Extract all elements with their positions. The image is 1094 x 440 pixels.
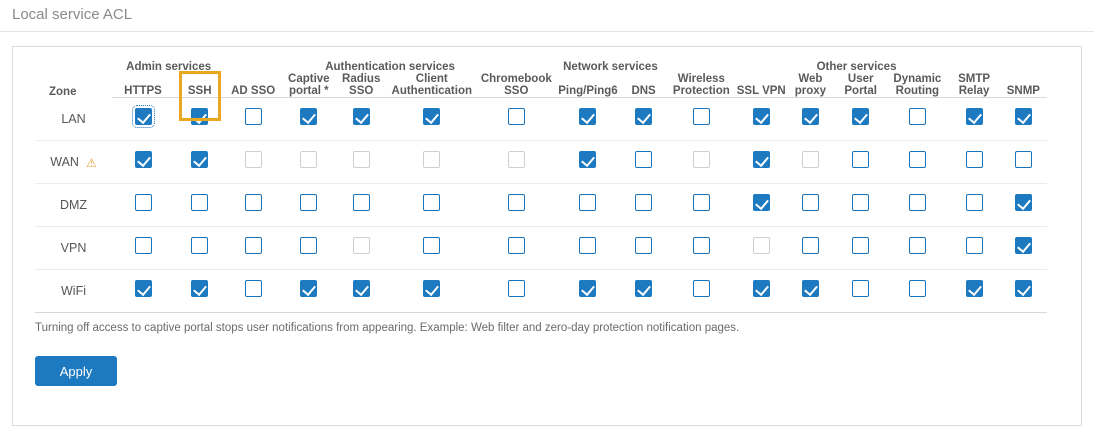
acl-cell-wan-wireless-protection xyxy=(666,141,737,184)
checkbox-wan-https[interactable] xyxy=(135,151,152,168)
checkbox-dmz-chromebook-sso[interactable] xyxy=(508,194,525,211)
checkbox-dmz-client-authentication[interactable] xyxy=(423,194,440,211)
checkbox-wifi-radius-sso[interactable] xyxy=(353,280,370,297)
zone-label: LAN xyxy=(61,111,86,126)
zone-label: DMZ xyxy=(59,198,88,212)
acl-cell-lan-wireless-protection xyxy=(666,98,737,141)
checkbox-wifi-chromebook-sso[interactable] xyxy=(508,280,525,297)
acl-cell-wifi-ad-sso xyxy=(225,270,281,313)
checkbox-vpn-smtp-relay[interactable] xyxy=(966,237,983,254)
acl-cell-lan-ad-sso xyxy=(225,98,281,141)
acl-cell-dmz-snmp xyxy=(1000,184,1047,227)
column-header-dynamic-routing: Dynamic Routing xyxy=(886,73,948,98)
checkbox-wifi-client-authentication[interactable] xyxy=(423,280,440,297)
acl-cell-vpn-wireless-protection xyxy=(666,227,737,270)
checkbox-dmz-ssh[interactable] xyxy=(191,194,208,211)
acl-cell-vpn-ssl-vpn xyxy=(737,227,786,270)
column-header-wireless-protection: Wireless Protection xyxy=(666,73,737,98)
checkbox-wan-dynamic-routing[interactable] xyxy=(909,151,926,168)
zone-cell xyxy=(35,227,112,270)
service-group-header: Other services xyxy=(816,61,897,73)
acl-cell-vpn-chromebook-sso xyxy=(478,227,555,270)
checkbox-lan-client-authentication[interactable] xyxy=(423,108,440,125)
acl-cell-wifi-user-portal xyxy=(835,270,886,313)
checkbox-wifi-snmp[interactable] xyxy=(1015,280,1032,297)
acl-cell-wifi-ssh xyxy=(174,270,225,313)
checkbox-vpn-snmp[interactable] xyxy=(1015,237,1032,254)
column-header-captive-portal: Captive portal * xyxy=(281,73,337,98)
checkbox-vpn-ping-ping6[interactable] xyxy=(579,237,596,254)
acl-cell-vpn-smtp-relay xyxy=(948,227,999,270)
acl-cell-lan-snmp xyxy=(1000,98,1047,141)
column-header-smtp-relay: SMTP Relay xyxy=(948,73,999,98)
checkbox-wifi-ssh[interactable] xyxy=(191,280,208,297)
column-header-client-authentication: Client Authentication xyxy=(386,73,478,98)
checkbox-wan-client-authentication xyxy=(423,151,440,168)
acl-cell-wan-chromebook-sso xyxy=(478,141,555,184)
checkbox-lan-snmp[interactable] xyxy=(1015,108,1032,125)
checkbox-vpn-chromebook-sso[interactable] xyxy=(508,237,525,254)
acl-cell-wifi-snmp xyxy=(1000,270,1047,313)
acl-cell-dmz-ssl-vpn xyxy=(737,184,786,227)
acl-cell-dmz-captive-portal xyxy=(281,184,337,227)
acl-cell-lan-ping-ping6 xyxy=(555,98,621,141)
acl-cell-dmz-radius-sso xyxy=(337,184,386,227)
acl-cell-wifi-smtp-relay xyxy=(948,270,999,313)
acl-cell-wan-dynamic-routing xyxy=(886,141,948,184)
column-header-https: HTTPS xyxy=(112,73,174,98)
acl-cell-lan-ssh xyxy=(174,98,225,141)
acl-cell-vpn-dns xyxy=(621,227,666,270)
checkbox-wan-snmp[interactable] xyxy=(1015,151,1032,168)
acl-cell-wifi-dynamic-routing xyxy=(886,270,948,313)
column-header-dns: DNS xyxy=(621,73,666,98)
acl-cell-lan-dns xyxy=(621,98,666,141)
checkbox-dmz-snmp[interactable] xyxy=(1015,194,1032,211)
table-row xyxy=(35,184,1047,227)
warning-icon: ⚠ xyxy=(85,155,97,170)
acl-cell-dmz-client-authentication xyxy=(386,184,478,227)
acl-cell-vpn-client-authentication xyxy=(386,227,478,270)
acl-cell-wifi-wireless-protection xyxy=(666,270,737,313)
apply-button[interactable]: Apply xyxy=(35,356,117,386)
checkbox-vpn-web-proxy[interactable] xyxy=(802,237,819,254)
acl-cell-vpn-ad-sso xyxy=(225,227,281,270)
acl-cell-lan-web-proxy xyxy=(786,98,835,141)
acl-cell-lan-ssl-vpn xyxy=(737,98,786,141)
acl-cell-wan-ssh xyxy=(174,141,225,184)
acl-cell-dmz-wireless-protection xyxy=(666,184,737,227)
acl-cell-dmz-https xyxy=(112,184,174,227)
column-header-ad-sso: AD SSO xyxy=(225,73,281,98)
checkbox-wifi-ad-sso[interactable] xyxy=(245,280,262,297)
checkbox-dmz-smtp-relay[interactable] xyxy=(966,194,983,211)
checkbox-wan-smtp-relay[interactable] xyxy=(966,151,983,168)
table-row xyxy=(35,227,1047,270)
checkbox-wan-ad-sso xyxy=(245,151,262,168)
page-title: Local service ACL xyxy=(0,0,1094,32)
checkbox-lan-dynamic-routing[interactable] xyxy=(909,108,926,125)
checkbox-dmz-web-proxy[interactable] xyxy=(802,194,819,211)
checkbox-lan-ssl-vpn[interactable] xyxy=(753,108,770,125)
local-service-acl-panel xyxy=(12,46,1082,426)
checkbox-dmz-radius-sso[interactable] xyxy=(353,194,370,211)
acl-cell-wifi-captive-portal xyxy=(281,270,337,313)
acl-cell-vpn-ssh xyxy=(174,227,225,270)
acl-cell-lan-chromebook-sso xyxy=(478,98,555,141)
checkbox-vpn-dns[interactable] xyxy=(635,237,652,254)
checkbox-dmz-wireless-protection[interactable] xyxy=(693,194,710,211)
checkbox-wan-ssh[interactable] xyxy=(191,151,208,168)
acl-cell-wan-client-authentication xyxy=(386,141,478,184)
acl-cell-dmz-ping-ping6 xyxy=(555,184,621,227)
column-header-radius-sso: Radius SSO xyxy=(337,73,386,98)
checkbox-vpn-captive-portal[interactable] xyxy=(300,237,317,254)
acl-cell-wifi-ssl-vpn xyxy=(737,270,786,313)
acl-cell-wan-smtp-relay xyxy=(948,141,999,184)
checkbox-dmz-dynamic-routing[interactable] xyxy=(909,194,926,211)
service-group-header: Network services xyxy=(563,61,658,73)
checkbox-wan-chromebook-sso xyxy=(508,151,525,168)
zone-label: WAN xyxy=(50,154,79,169)
checkbox-wan-dns[interactable] xyxy=(635,151,652,168)
checkbox-lan-https[interactable] xyxy=(135,108,152,125)
checkbox-lan-ssh[interactable] xyxy=(191,108,208,125)
acl-cell-lan-radius-sso xyxy=(337,98,386,141)
table-row xyxy=(35,98,1047,141)
acl-cell-wan-ssl-vpn xyxy=(737,141,786,184)
acl-cell-vpn-snmp xyxy=(1000,227,1047,270)
checkbox-wan-ssl-vpn[interactable] xyxy=(753,151,770,168)
checkbox-lan-smtp-relay[interactable] xyxy=(966,108,983,125)
acl-cell-wifi-client-authentication xyxy=(386,270,478,313)
checkbox-dmz-ssl-vpn[interactable] xyxy=(753,194,770,211)
acl-cell-vpn-https xyxy=(112,227,174,270)
checkbox-vpn-ad-sso[interactable] xyxy=(245,237,262,254)
column-header-web-proxy: Web proxy xyxy=(786,73,835,98)
zone-cell xyxy=(35,270,112,313)
acl-cell-dmz-user-portal xyxy=(835,184,886,227)
column-header-zone: Zone xyxy=(49,85,77,98)
acl-cell-wan-dns xyxy=(621,141,666,184)
checkbox-dmz-https[interactable] xyxy=(135,194,152,211)
acl-cell-vpn-user-portal xyxy=(835,227,886,270)
checkbox-wifi-https[interactable] xyxy=(135,280,152,297)
acl-cell-lan-smtp-relay xyxy=(948,98,999,141)
acl-cell-lan-https xyxy=(112,98,174,141)
column-header-chromebook-sso: Chromebook SSO xyxy=(478,73,555,98)
acl-cell-dmz-smtp-relay xyxy=(948,184,999,227)
acl-cell-wan-https xyxy=(112,141,174,184)
column-header-user-portal: User Portal xyxy=(835,73,886,98)
checkbox-dmz-dns[interactable] xyxy=(635,194,652,211)
acl-cell-vpn-captive-portal xyxy=(281,227,337,270)
acl-cell-dmz-chromebook-sso xyxy=(478,184,555,227)
checkbox-dmz-ping-ping6[interactable] xyxy=(579,194,596,211)
acl-cell-lan-client-authentication xyxy=(386,98,478,141)
column-header-ssl-vpn: SSL VPN xyxy=(737,73,786,98)
acl-cell-wan-ping-ping6 xyxy=(555,141,621,184)
checkbox-dmz-ad-sso[interactable] xyxy=(245,194,262,211)
checkbox-wan-captive-portal xyxy=(300,151,317,168)
checkbox-dmz-user-portal[interactable] xyxy=(852,194,869,211)
acl-cell-wifi-radius-sso xyxy=(337,270,386,313)
checkbox-wan-radius-sso xyxy=(353,151,370,168)
table-row xyxy=(35,270,1047,313)
acl-cell-dmz-dynamic-routing xyxy=(886,184,948,227)
checkbox-wifi-captive-portal[interactable] xyxy=(300,280,317,297)
acl-cell-dmz-ssh xyxy=(174,184,225,227)
acl-cell-wifi-ping-ping6 xyxy=(555,270,621,313)
acl-table-container xyxy=(13,47,1081,313)
acl-table xyxy=(35,61,1047,313)
service-group-header: Admin services xyxy=(126,61,212,73)
acl-cell-wan-captive-portal xyxy=(281,141,337,184)
checkbox-lan-user-portal[interactable] xyxy=(852,108,869,125)
checkbox-wan-web-proxy xyxy=(802,151,819,168)
acl-cell-wifi-chromebook-sso xyxy=(478,270,555,313)
checkbox-wifi-dns[interactable] xyxy=(635,280,652,297)
checkbox-wifi-smtp-relay[interactable] xyxy=(966,280,983,297)
acl-cell-dmz-web-proxy xyxy=(786,184,835,227)
checkbox-lan-wireless-protection[interactable] xyxy=(693,108,710,125)
checkbox-lan-captive-portal[interactable] xyxy=(300,108,317,125)
acl-cell-lan-user-portal xyxy=(835,98,886,141)
acl-cell-wifi-https xyxy=(112,270,174,313)
checkbox-wifi-user-portal[interactable] xyxy=(852,280,869,297)
checkbox-wan-ping-ping6[interactable] xyxy=(579,151,596,168)
checkbox-vpn-ssl-vpn xyxy=(753,237,770,254)
checkbox-lan-radius-sso[interactable] xyxy=(353,108,370,125)
checkbox-lan-dns[interactable] xyxy=(635,108,652,125)
checkbox-vpn-https[interactable] xyxy=(135,237,152,254)
zone-cell xyxy=(35,184,112,227)
checkbox-lan-ping-ping6[interactable] xyxy=(579,108,596,125)
acl-cell-vpn-dynamic-routing xyxy=(886,227,948,270)
service-group-header: Authentication services xyxy=(325,61,455,73)
checkbox-vpn-dynamic-routing[interactable] xyxy=(909,237,926,254)
checkbox-wifi-ping-ping6[interactable] xyxy=(579,280,596,297)
zone-label: WiFi xyxy=(61,284,86,298)
checkbox-wifi-web-proxy[interactable] xyxy=(802,280,819,297)
checkbox-wan-wireless-protection xyxy=(693,151,710,168)
acl-cell-wan-snmp xyxy=(1000,141,1047,184)
acl-cell-wan-user-portal xyxy=(835,141,886,184)
checkbox-vpn-radius-sso xyxy=(353,237,370,254)
checkbox-wifi-ssl-vpn[interactable] xyxy=(753,280,770,297)
acl-cell-dmz-ad-sso xyxy=(225,184,281,227)
checkbox-lan-web-proxy[interactable] xyxy=(802,108,819,125)
acl-table-head xyxy=(35,61,1047,98)
acl-cell-lan-captive-portal xyxy=(281,98,337,141)
acl-cell-wan-radius-sso xyxy=(337,141,386,184)
checkbox-vpn-ssh[interactable] xyxy=(191,237,208,254)
captive-portal-note: Turning off access to captive portal stops user notifications from appearing. Example: Web filter and zero-day protection notification pages. xyxy=(35,322,740,334)
column-header-snmp: SNMP xyxy=(1000,73,1047,98)
acl-cell-vpn-web-proxy xyxy=(786,227,835,270)
table-row xyxy=(35,141,1047,184)
checkbox-dmz-captive-portal[interactable] xyxy=(300,194,317,211)
checkbox-wan-user-portal[interactable] xyxy=(852,151,869,168)
checkbox-lan-chromebook-sso[interactable] xyxy=(508,108,525,125)
acl-cell-wan-web-proxy xyxy=(786,141,835,184)
acl-table-body xyxy=(35,98,1047,313)
checkbox-wifi-dynamic-routing[interactable] xyxy=(909,280,926,297)
checkbox-vpn-client-authentication[interactable] xyxy=(423,237,440,254)
acl-cell-lan-dynamic-routing xyxy=(886,98,948,141)
zone-cell xyxy=(35,141,112,184)
acl-cell-wifi-dns xyxy=(621,270,666,313)
service-group-row xyxy=(35,61,1047,73)
acl-cell-dmz-dns xyxy=(621,184,666,227)
acl-cell-wan-ad-sso xyxy=(225,141,281,184)
checkbox-lan-ad-sso[interactable] xyxy=(245,108,262,125)
checkbox-vpn-user-portal[interactable] xyxy=(852,237,869,254)
acl-cell-vpn-ping-ping6 xyxy=(555,227,621,270)
column-header-ssh: SSH xyxy=(174,73,225,98)
checkbox-wifi-wireless-protection[interactable] xyxy=(693,280,710,297)
checkbox-vpn-wireless-protection[interactable] xyxy=(693,237,710,254)
column-header-ping-ping6: Ping/Ping6 xyxy=(555,73,621,98)
acl-cell-vpn-radius-sso xyxy=(337,227,386,270)
acl-cell-wifi-web-proxy xyxy=(786,270,835,313)
zone-cell xyxy=(35,98,112,141)
zone-label: VPN xyxy=(60,241,87,255)
service-column-row xyxy=(35,73,1047,98)
